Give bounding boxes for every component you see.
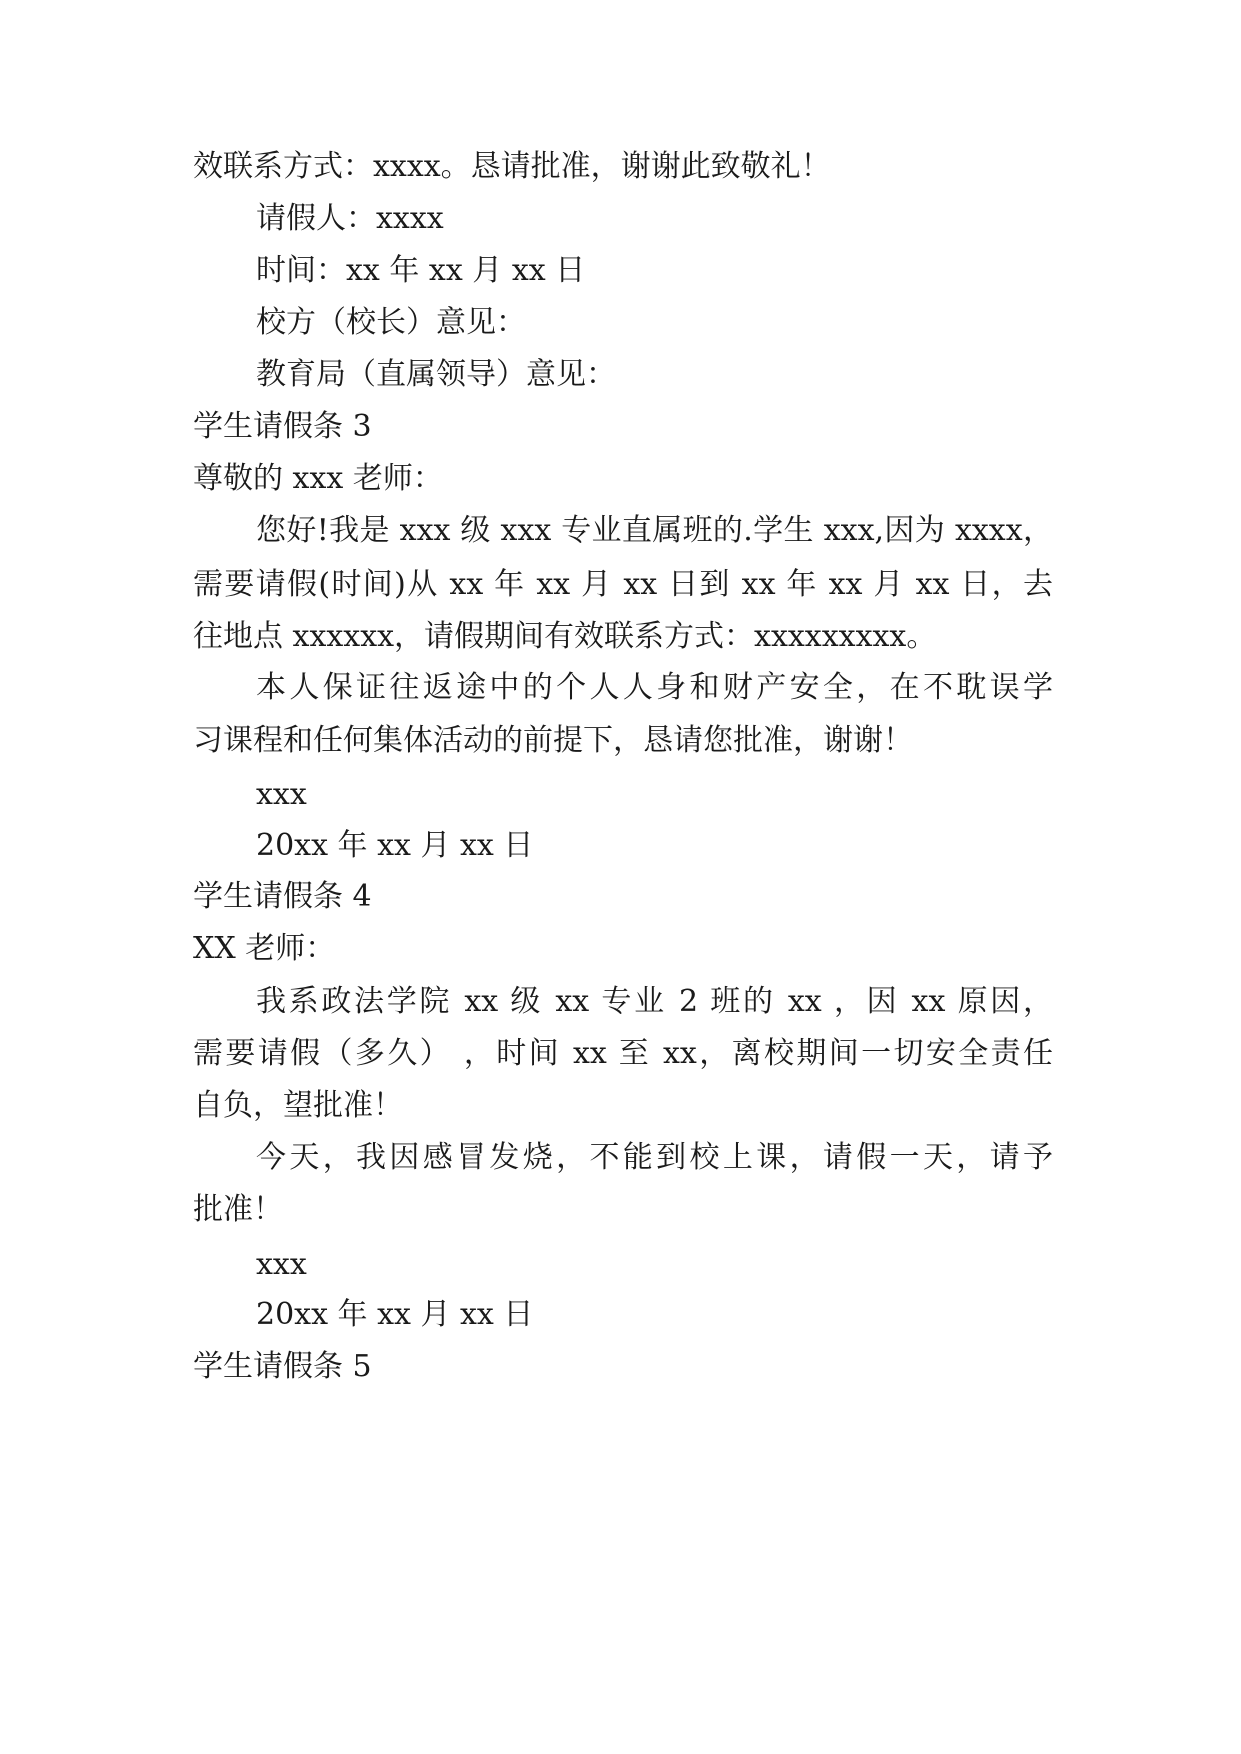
section-heading: 学生请假条 3 — [193, 409, 372, 444]
signature: xxx — [256, 777, 307, 812]
text-line: 校方（校长）意见： — [256, 305, 526, 340]
text-line: 时间：xx 年 xx 月 xx 日 — [256, 253, 586, 288]
salutation: 尊敬的 xxx 老师： — [193, 461, 443, 496]
section-heading: 学生请假条 5 — [193, 1349, 372, 1384]
text-line: 需要请假(时间)从 xx 年 xx 月 xx 日到 xx 年 xx 月 xx 日，去 — [193, 567, 1053, 602]
text-line: 往地点 xxxxxx，请假期间有效联系方式：xxxxxxxxx。 — [193, 619, 937, 654]
text-line: 请假人：xxxx — [256, 201, 444, 236]
date-line: 20xx 年 xx 月 xx 日 — [256, 828, 534, 863]
section-heading: 学生请假条 4 — [193, 879, 372, 914]
text-line: 习课程和任何集体活动的前提下，恳请您批准，谢谢！ — [193, 723, 913, 758]
text-line: 今天，我因感冒发烧，不能到校上课，请假一天，请予 — [256, 1140, 1053, 1175]
text-line: 效联系方式：xxxx。恳请批准，谢谢此致敬礼！ — [193, 149, 831, 184]
text-line: 批准！ — [193, 1192, 283, 1227]
text-line: 需要请假（多久） ，时间 xx 至 xx，离校期间一切安全责任 — [193, 1036, 1053, 1071]
text-line: 教育局（直属领导）意见： — [256, 357, 616, 392]
text-line: 本人保证往返途中的个人人身和财产安全，在不耽误学 — [256, 670, 1053, 705]
signature: xxx — [256, 1247, 307, 1282]
salutation: XX 老师： — [193, 931, 336, 966]
text-line: 您好!我是 xxx 级 xxx 专业直属班的.学生 xxx,因为 xxxx， — [256, 513, 1053, 548]
text-line: 自负，望批准！ — [193, 1088, 403, 1123]
text-line: 我系政法学院 xx 级 xx 专业 2 班的 xx ，因 xx 原因， — [256, 984, 1053, 1019]
date-line: 20xx 年 xx 月 xx 日 — [256, 1297, 534, 1332]
